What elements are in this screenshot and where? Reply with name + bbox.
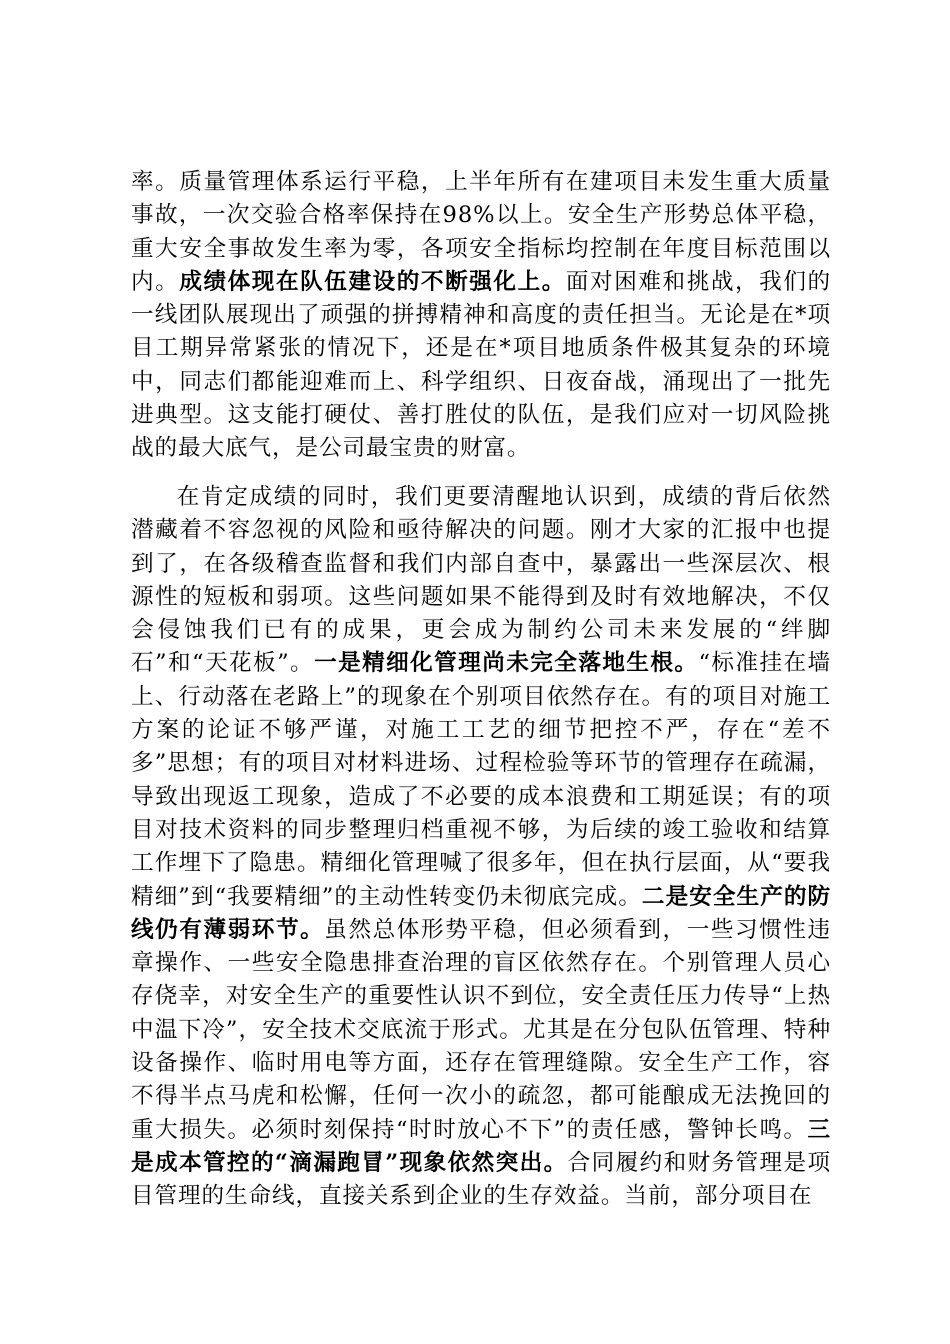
paragraph-2 bbox=[131, 481, 831, 1214]
text-run: 率。质量管理体系运行平稳，上半年所有在建项目未发生重大质量事故，一次交验合格率保持在98%以上。安全生产形势总体平稳，重大安全事故发生率为零，各项安全指标均控制在年度目标范围以内。 bbox=[131, 169, 831, 295]
text-run: 面对困难和挑战，我们的一线团队展现出了顽强的拼搏精神和高度的责任担当。无论是在*项目工期异常紧张的情况下，还是在*项目地质条件极其复杂的环境中，同志们都能迎难而上、科学组织、日夜奋战，涌现出了一批先进典型。这支能打硬仗、善打胜仗的队伍，是我们应对一切风险挑战的最大底气，是公司最宝贵的财富。 bbox=[131, 268, 831, 462]
paragraph-1 bbox=[131, 166, 831, 466]
text-run: 合同履约和财务管理是项目管理的生命线，直接关系到企业的生存效益。当前，部分项目在 bbox=[131, 1149, 831, 1210]
bold-heading: 三是成本管控的“滴漏跑冒”现象依然突出。 bbox=[131, 1116, 831, 1176]
text-run: 虽然总体形势平稳，但必须看到，一些习惯性违章操作、一些安全隐患排查治理的盲区依然存在。个别管理人员心存侥幸，对安全生产的重要性认识不到位，安全责任压力传导“上热中温下冷”，安全技术交底流于形式。尤其是在分包队伍管理、特种设备操作、临时用电等方面，还存在管理缝隙。安全生产工作，容不得半点马虎和松懈，任何一次小的疏忽，都可能酿成无法挽回的重大损失。必须时刻保持“时时放心不下”的责任感，警钟长鸣。 bbox=[131, 916, 832, 1143]
text-run: 在肯定成绩的同时，我们更要清醒地认识到，成绩的背后依然潜藏着不容忽视的风险和亟待解决的问题。刚才大家的汇报中也提到了，在各级稽查监督和我们内部自查中，暴露出一些深层次、根源性的短板和弱项。这些问题如果不能得到及时有效地解决，不仅会侵蚀我们已有的成果，更会成为制约公司未来发展的“绊脚石”和“天花板”。 bbox=[131, 484, 831, 677]
bold-heading: 一是精细化管理尚未完全落地生根。 bbox=[314, 650, 699, 677]
bold-heading: 成绩体现在队伍建设的不断强化上。 bbox=[179, 268, 566, 295]
bold-heading: 二是安全生产的防线仍有薄弱环节。 bbox=[131, 883, 831, 943]
text-run: “标准挂在墙上、行动落在老路上”的现象在个别项目依然存在。有的项目对施工方案的论证不够严谨，对施工工艺的细节把控不严，存在“差不多”思想；有的项目对材料进场、过程检验等环节的管理存在疏漏，导致出现返工现象，造成了不必要的成本浪费和工期延误；有的项目对技术资料的同步整理归档重视不够，为后续的竣工验收和结算工作埋下了隐患。精细化管理喊了很多年，但在执行层面，从“要我精细”到“我要精细”的主动性转变仍未彻底完成。 bbox=[131, 650, 832, 910]
